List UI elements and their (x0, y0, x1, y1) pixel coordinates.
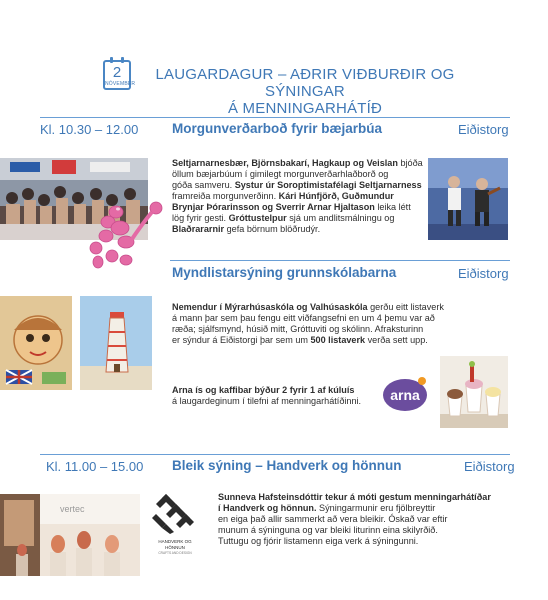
description-line: munum á sýninguna og var bleiki liturinn eina skilyrðið. (218, 525, 438, 535)
description-line: ræða; sjálfsmynd, húsið mitt, Gróttuviti og skólinn. Afraksturinn (172, 324, 424, 334)
description-line: Blaðrararnir gefa börnum blöðrudýr. (172, 224, 321, 234)
description-line: Brynjar Þórarinsson og Sverrir Arnar Hjaltason leika létt (172, 202, 411, 212)
ice-cream-cups-photo (440, 356, 508, 428)
date-day: 2 (112, 64, 122, 81)
divider (40, 454, 510, 455)
event-place: Eiðistorg (458, 122, 509, 137)
event-description (172, 158, 430, 235)
page-title: LAUGARDAGUR – AÐRIR VIÐBURÐIR OG SÝNINGAR Á MENNINGARHÁTÍÐ (155, 66, 455, 117)
event-time: Kl. 10.30 – 12.00 (40, 122, 139, 137)
handverk-og-honnun-logo (150, 494, 200, 556)
musicians-photo (428, 158, 508, 240)
description-line: öllum bæjarbúum í gimilegt morgunverðarhlaðborð og (172, 169, 389, 179)
logo-text: HANDVERK OG HÖNNUN (158, 539, 192, 550)
pink-exhibition-photo (0, 494, 140, 576)
balloon-animal-image (82, 198, 166, 272)
logo-subtext: CRAFTS AND DESIGN (158, 551, 192, 555)
description-line: lög fyrir gesti. Gróttustelpur sjá um andlitsmálningu og (172, 213, 395, 223)
event-description (218, 492, 518, 547)
description-line: góða samveru. Systur úr Soroptimistafélagi Seltjarnarness (172, 180, 422, 190)
svg-text:vertec: vertec (60, 504, 85, 514)
description-line: framreiða morgunverðinn. Kári Húnfjörð, Guðmundur (172, 191, 394, 201)
event-time: Kl. 11.00 – 15.00 (46, 459, 144, 474)
arna-logo (382, 376, 428, 412)
child-self-portrait-drawing (0, 296, 72, 390)
event-title: Bleik sýning – Handverk og hönnun (172, 458, 402, 473)
description-line: Seltjarnarnesbær, Björnsbakarí, Hagkaup og Veislan bjóða (172, 158, 423, 168)
lighthouse-drawing (80, 296, 152, 390)
arna-offer-text (172, 385, 392, 407)
description-line: Sunneva Hafsteinsdóttir tekur á móti gestum menningarhátíðar (218, 492, 491, 502)
event-title: Myndlistarsýning grunnskólabarna (172, 265, 397, 280)
description-line: á laugardeginum í tilefni af menningarhátíðinni. (172, 396, 362, 406)
event-place: Eiðistorg (458, 266, 509, 281)
event-place: Eiðistorg (464, 459, 515, 474)
divider (170, 260, 510, 261)
event-description (172, 302, 444, 346)
arna-logo-text: arna (390, 387, 420, 403)
description-line: en eiga það allir sammerkt að vera bleikir. Óskað var eftir (218, 514, 448, 524)
description-line: er sýndur á Eiðistorgi þar sem um 500 listaverk verða sett upp. (172, 335, 428, 345)
description-line: Arna ís og kaffibar býður 2 fyrir 1 af kúluís (172, 385, 355, 395)
description-line: Nemendur í Mýrarhúsaskóla og Valhúsaskóla gerðu eitt listaverk (172, 302, 444, 312)
description-line: á mann þar sem þau fengu eitt viðfangsefni en um 4 þemu var að (172, 313, 435, 323)
calendar-icon (103, 60, 136, 90)
date-month: NÓVEMBER (105, 81, 136, 87)
event-title: Morgunverðarboð fyrir bæjarbúa (172, 121, 383, 136)
description-line: í Handverk og hönnun. Sýningarmunir eru fjölbreyttir (218, 503, 436, 513)
description-line: Tuttugu og fjórir listamenn eiga verk á sýningunni. (218, 536, 419, 546)
divider (40, 117, 510, 118)
